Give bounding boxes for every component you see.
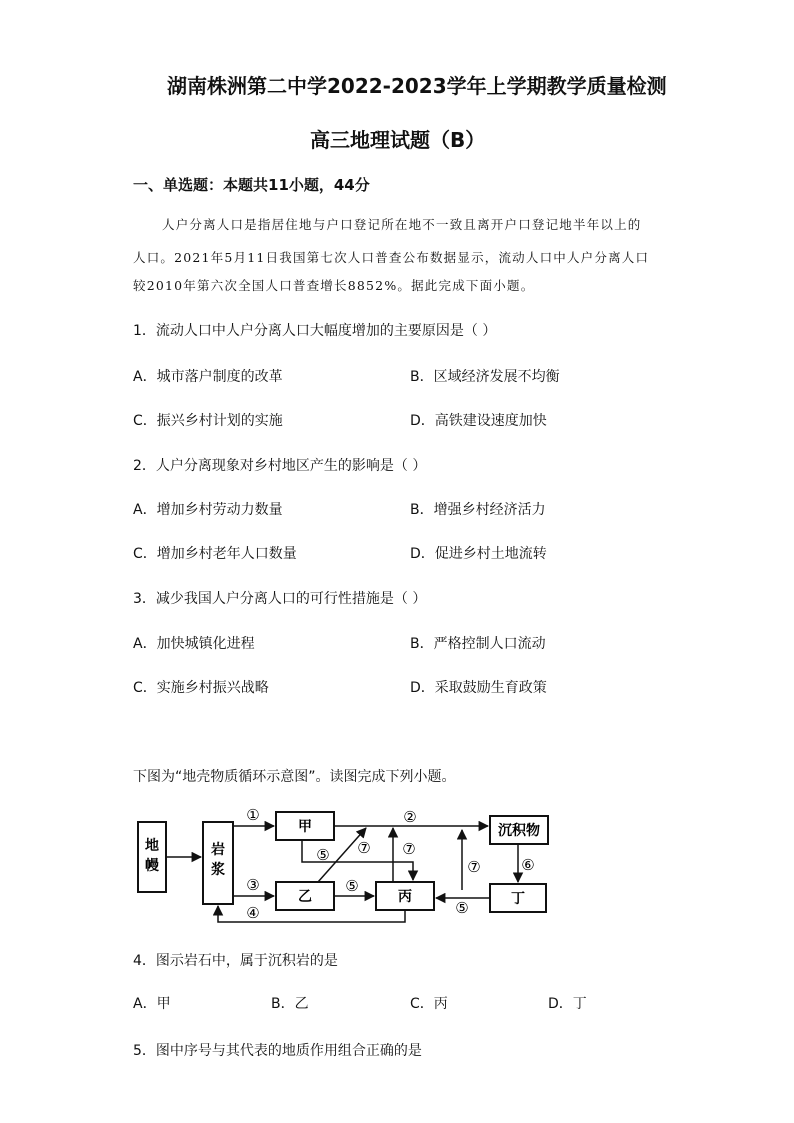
page-title: 湖南株洲第二中学2022-2023学年上学期教学质量检测: [167, 74, 667, 98]
option-b: B．乙: [271, 996, 309, 1012]
mantle-box: [138, 822, 166, 892]
option-a: A．增加乡村劳动力数量: [133, 502, 283, 518]
label-1: ①: [246, 806, 260, 824]
magma-label-1: 岩: [211, 842, 225, 858]
question-stem: 4．图示岩石中，属于沉积岩的是: [133, 953, 338, 969]
mantle-label-2: 幔: [145, 858, 159, 874]
passage-line: 人户分离人口是指居住地与户口登记所在地不一致且离开户口登记地半年以上的: [162, 217, 642, 232]
sediment-label: 沉积物: [498, 823, 540, 839]
bing-label: 丙: [398, 889, 412, 905]
option-c: C．振兴乡村计划的实施: [133, 413, 283, 429]
option-d: D．采取鼓励生育政策: [410, 680, 547, 696]
yi-label: 乙: [298, 889, 312, 905]
option-b: B．严格控制人口流动: [410, 636, 546, 652]
option-c: C．增加乡村老年人口数量: [133, 546, 297, 562]
passage-line: 人口。2021年5月11日我国第七次人口普查公布数据显示，流动人口中人户分离人口: [133, 250, 650, 265]
option-a: A．城市落户制度的改革: [133, 369, 283, 385]
question-stem: 3．减少我国人户分离人口的可行性措施是（ ）: [133, 591, 427, 607]
option-c: C．实施乡村振兴战略: [133, 680, 269, 696]
rock-cycle-diagram: [128, 800, 568, 930]
figure-intro: 下图为“地壳物质循环示意图”。读图完成下列小题。: [133, 769, 456, 785]
question-stem: 1．流动人口中人户分离人口大幅度增加的主要原因是（ ）: [133, 323, 497, 339]
label-5-ding: ⑤: [455, 899, 469, 917]
label-7-ding: ⑦: [467, 858, 481, 876]
section-heading: 一、单选题：本题共11小题，44分: [133, 176, 370, 194]
option-b: B．区域经济发展不均衡: [410, 369, 560, 385]
label-5-yi: ⑤: [345, 877, 359, 895]
option-d: D．促进乡村土地流转: [410, 546, 547, 562]
option-b: B．增强乡村经济活力: [410, 502, 546, 518]
label-2: ②: [403, 808, 417, 826]
label-7-yi: ⑦: [357, 839, 371, 857]
option-a: A．甲: [133, 996, 171, 1012]
magma-label-2: 浆: [211, 862, 225, 878]
label-7-bing: ⑦: [402, 840, 416, 858]
option-a: A．加快城镇化进程: [133, 636, 255, 652]
label-3: ③: [246, 876, 260, 894]
passage-line: 较2010年第六次全国人口普查增长8852%。据此完成下面小题。: [133, 278, 535, 293]
mantle-label-1: 地: [145, 838, 159, 854]
page-subtitle: 高三地理试题（B）: [310, 128, 486, 152]
label-4: ④: [246, 904, 260, 922]
jia-label: 甲: [298, 819, 312, 835]
option-d: D．丁: [548, 996, 587, 1012]
question-stem: 2．人户分离现象对乡村地区产生的影响是（ ）: [133, 458, 427, 474]
option-c: C．丙: [410, 996, 448, 1012]
label-6: ⑥: [521, 856, 535, 874]
ding-label: 丁: [511, 891, 525, 907]
label-5-jia: ⑤: [316, 846, 330, 864]
question-stem: 5．图中序号与其代表的地质作用组合正确的是: [133, 1043, 422, 1059]
option-d: D．高铁建设速度加快: [410, 413, 547, 429]
